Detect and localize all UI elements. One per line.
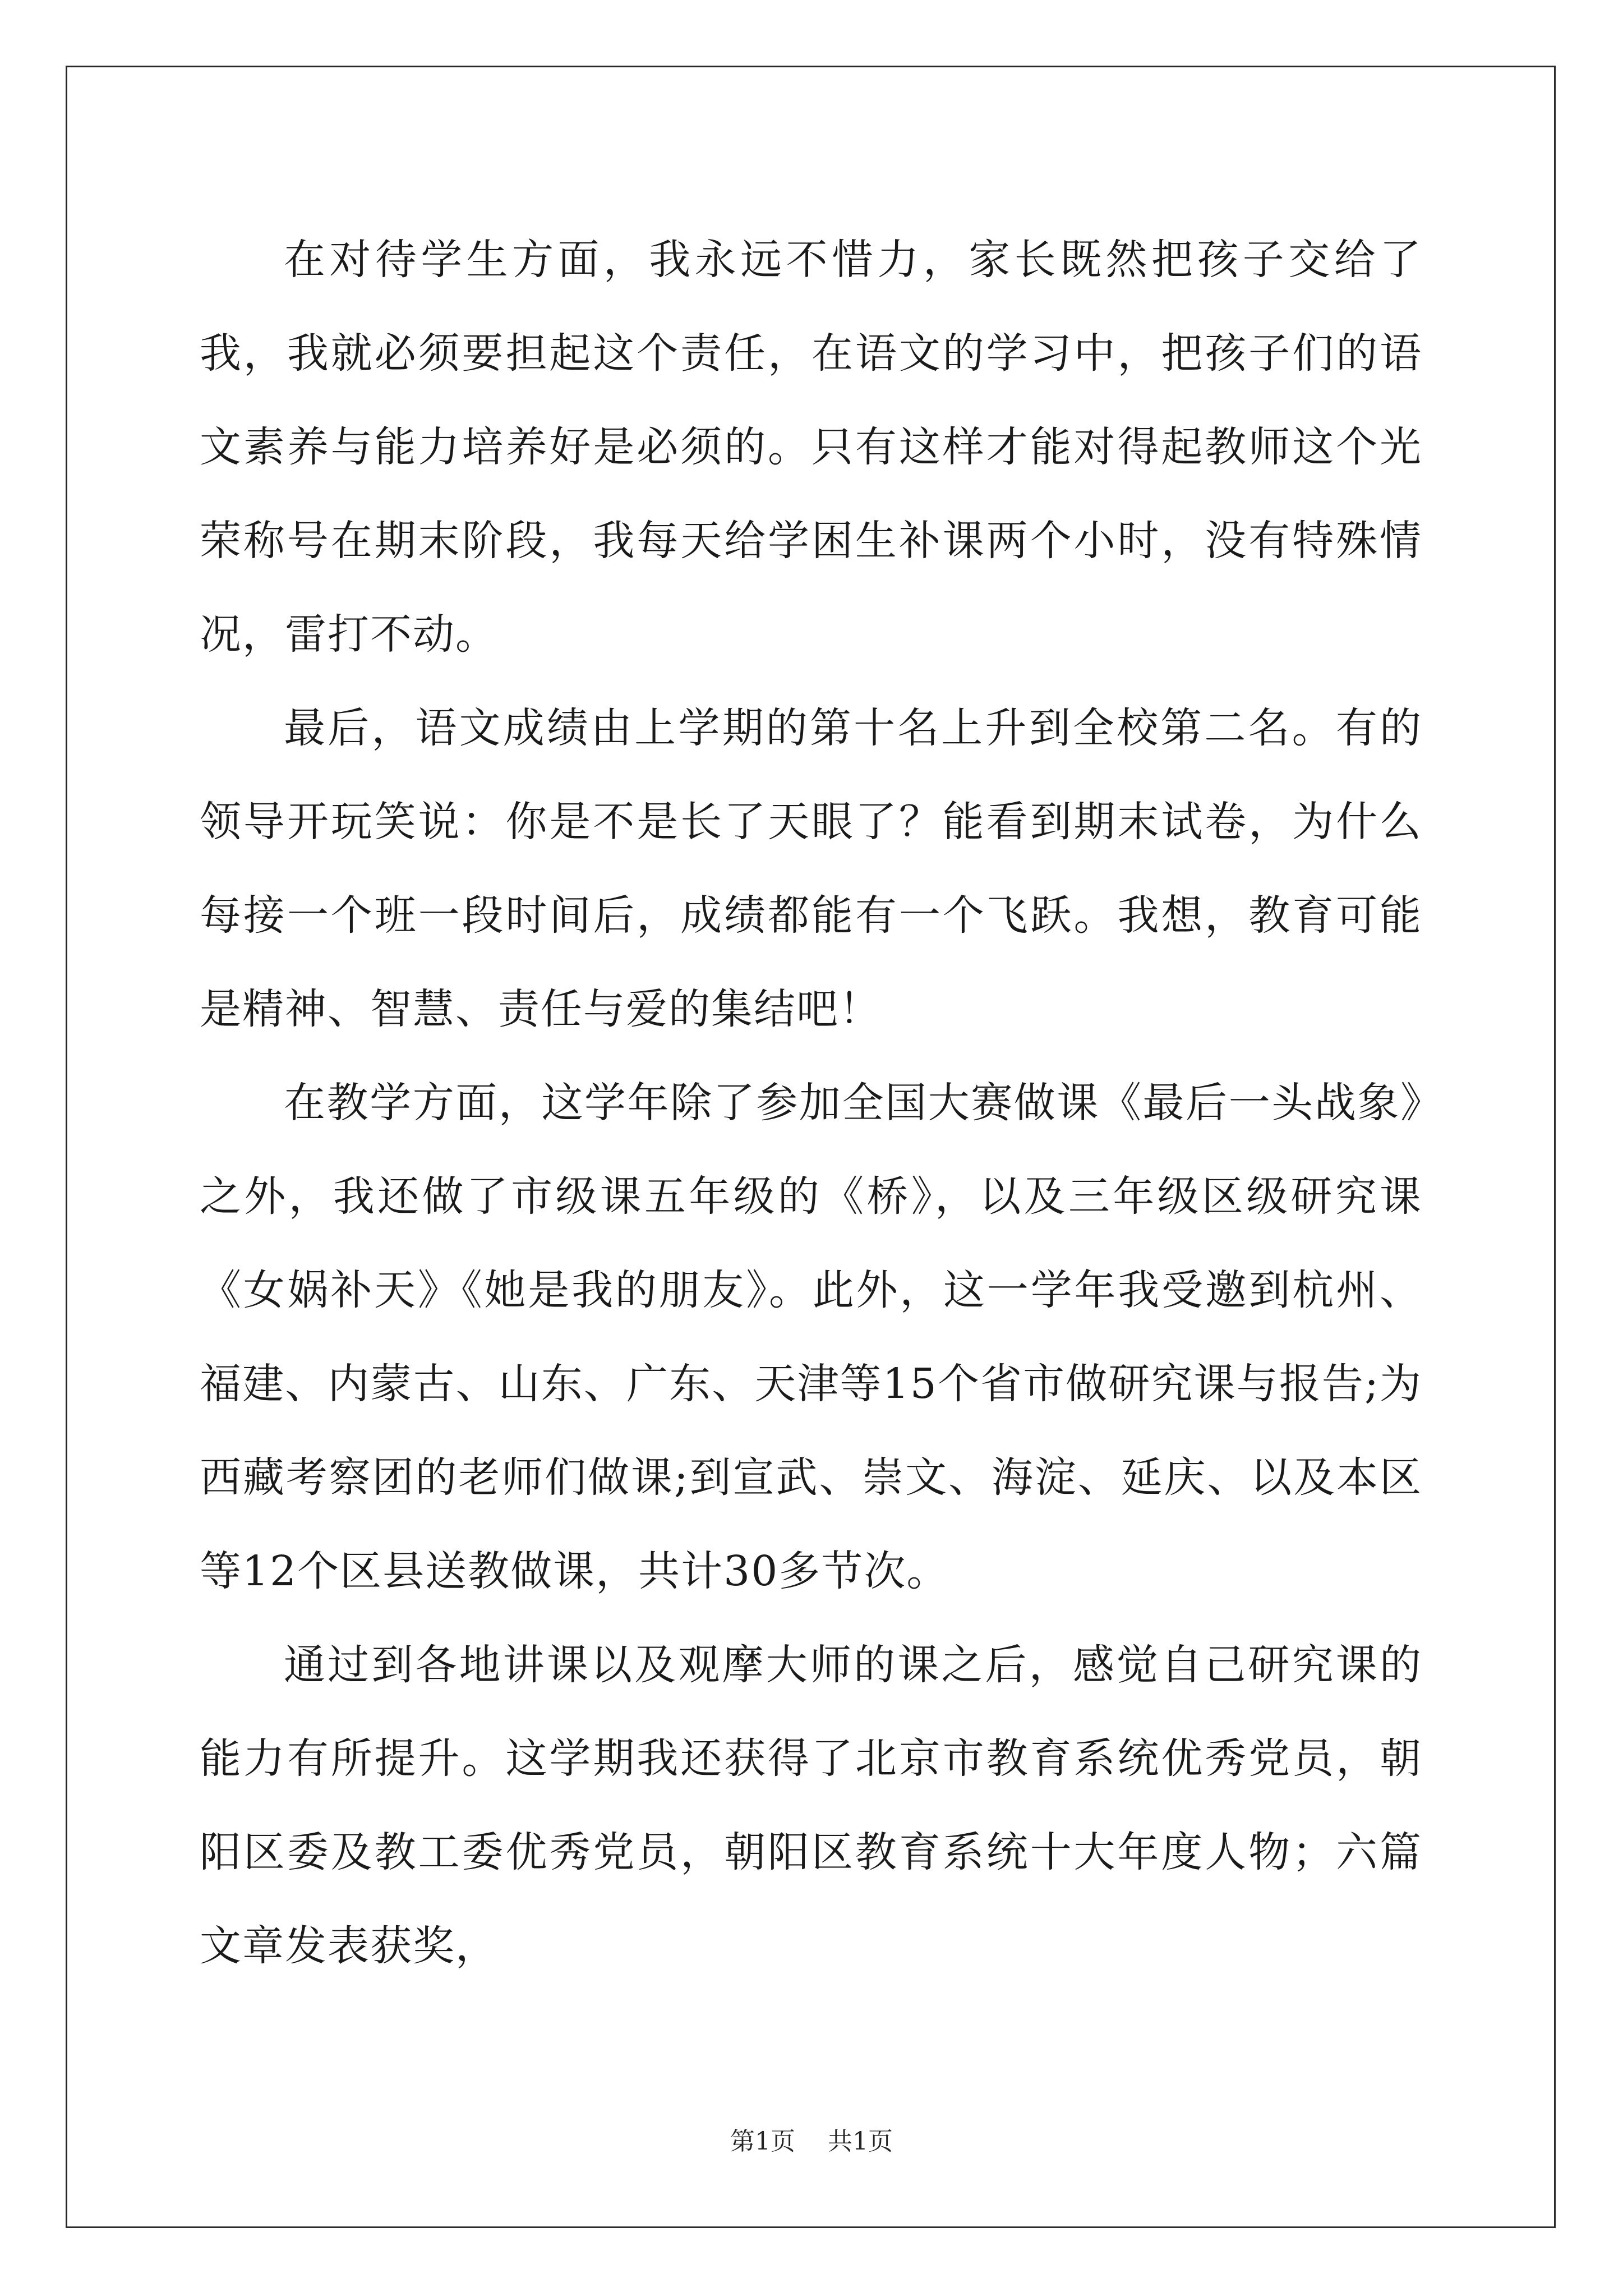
paragraph-2: 最后，语文成绩由上学期的第十名上升到全校第二名。有的领导开玩笑说：你是不是长了天眼了？能看到期末试卷，为什么每接一个班一段时间后，成绩都能有一个飞跃。我想，教育可能是精神、智慧、责任与爱的集结吧！ <box>200 704 1422 1033</box>
paragraph-3: 在教学方面，这学年除了参加全国大赛做课《最后一头战象》之外，我还做了市级课五年级的《桥》，以及三年级区级研究课《女娲补天》《她是我的朋友》。此外，这一学年我受邀到杭州、福建、内蒙古、山东、广东、天津等15个省市做研究课与报告;为西藏考察团的老师们做课;到宣武、崇文、海淀、延庆、以及本区等12个区县送教做课，共计30多节次。 <box>200 1079 1422 1595</box>
paragraph-4: 通过到各地讲课以及观摩大师的课之后，感觉自己研究课的能力有所提升。这学期我还获得了北京市教育系统优秀党员，朝阳区委及教工委优秀党员，朝阳区教育系统十大年度人物；六篇文章发表获奖， <box>200 1641 1422 1970</box>
paragraph-1: 在对待学生方面，我永远不惜力，家长既然把孩子交给了我，我就必须要担起这个责任，在语文的学习中，把孩子们的语文素养与能力培养好是必须的。只有这样才能对得起教师这个光荣称号在期末阶段，我每天给学困生补课两个小时，没有特殊情况，雷打不动。 <box>200 236 1422 659</box>
page-number: 第1页 <box>730 2127 795 2156</box>
page-total: 共1页 <box>828 2127 893 2156</box>
document-body <box>200 213 1422 1993</box>
page-footer <box>0 2125 1623 2159</box>
